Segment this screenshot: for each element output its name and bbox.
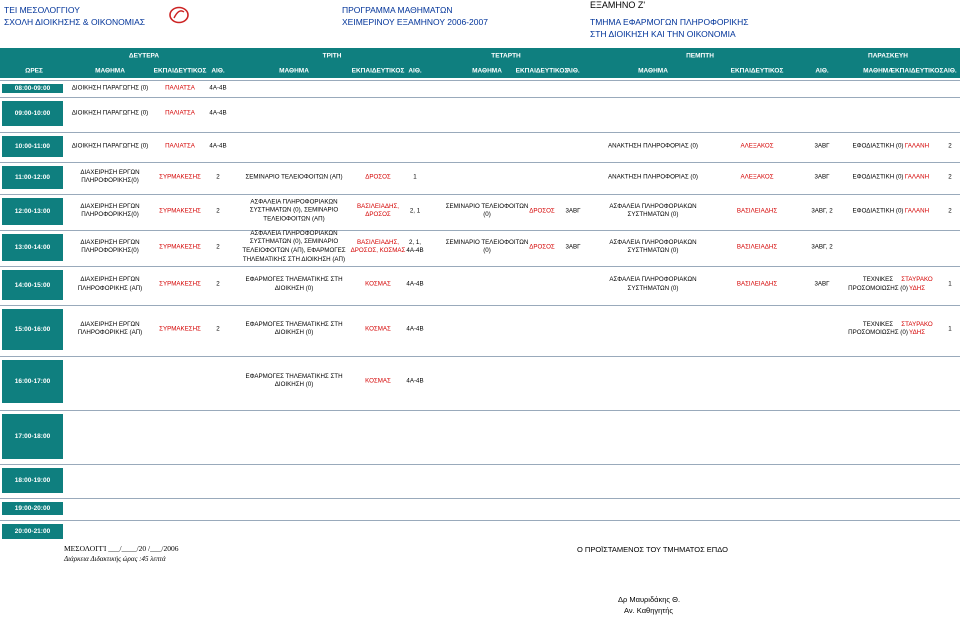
course-cell: ΑΝΑΚΤΗΣΗ ΠΛΗΡΟΦΟΡΙΑΣ (0) bbox=[608, 142, 698, 150]
table-row bbox=[0, 305, 960, 353]
instructor-cell: ΒΑΣΙΛΕΙΑΔΗΣ, ΔΡΟΣΟΣ, ΚΟΣΜΑΣ bbox=[350, 238, 406, 255]
room-cell: 4Α-4Β bbox=[406, 280, 424, 288]
program-title: ΠΡΟΓΡΑΜΜΑ ΜΑΘΗΜΑΤΩΝ bbox=[342, 5, 453, 15]
column-header: ΜΑΘΗΜΑ bbox=[638, 67, 668, 75]
instructor-cell: ΑΛΕΞΑΚΟΣ bbox=[740, 142, 774, 150]
room-cell: 1 bbox=[948, 280, 952, 288]
column-header: ΕΚΠΑΙΔΕΥΤΙΚΟΣ bbox=[153, 67, 207, 75]
department-head-title: Ο ΠΡΟΪΣΤΑΜΕΝΟΣ ΤΟΥ ΤΜΗΜΑΤΟΣ ΕΠΔΟ bbox=[577, 545, 728, 554]
column-header: ΑΙΘ. bbox=[408, 67, 422, 75]
instructor-cell: ΣΤΑΥΡΑΚΟ ΥΔΗΣ bbox=[901, 320, 933, 337]
course-cell: ΣΕΜΙΝΑΡΙΟ ΤΕΛΕΙΟΦΟΙΤΩΝ (0) bbox=[445, 202, 529, 219]
room-cell: 2 bbox=[216, 280, 220, 288]
day-tuesday: ΤΡΙΤΗ bbox=[322, 52, 342, 60]
column-header: ΑΙΘ. bbox=[211, 67, 225, 75]
course-cell: ΣΕΜΙΝΑΡΙΟ ΤΕΛΕΙΟΦΟΙΤΩΝ (ΑΠ) bbox=[245, 173, 343, 181]
course-cell: ΑΣΦΑΛΕΙΑ ΠΛΗΡΟΦΟΡΙΑΚΩΝ ΣΥΣΤΗΜΑΤΩΝ (0) bbox=[609, 276, 697, 292]
table-row bbox=[0, 356, 960, 406]
instructor-cell: ΓΑΛΑΝΗ bbox=[904, 207, 930, 215]
room-cell: 2 bbox=[216, 325, 220, 333]
course-cell: ΑΣΦΑΛΕΙΑ ΠΛΗΡΟΦΟΡΙΑΚΩΝ ΣΥΣΤΗΜΑΤΩΝ (0), ΣΕΜΙΝΑΡΙΟ ΤΕΛΕΙΟΦΟΙΤΩΝ (ΑΠ) bbox=[249, 198, 339, 223]
table-row bbox=[0, 162, 960, 192]
column-header: ΜΑΘΗΜΑ bbox=[279, 67, 309, 75]
course-cell: ΔΙΟΙΚΗΣΗ ΠΑΡΑΓΩΓΗΣ (0) bbox=[71, 109, 149, 117]
instructor-cell: ΔΡΟΣΟΣ bbox=[529, 207, 555, 215]
instructor-cell: ΣΥΡΜΑΚΕΣΗΣ bbox=[159, 325, 201, 333]
course-cell: ΕΦΑΡΜΟΓΕΣ ΤΗΛΕΜΑΤΙΚΗΣ ΣΤΗ ΔΙΟΙΚΗΣΗ (0) bbox=[245, 276, 343, 292]
column-header: ΕΚΠΑΙΔΕΥΤΙΚΟΣ bbox=[890, 67, 944, 75]
column-header: ΩΡΕΣ bbox=[25, 67, 43, 75]
course-cell: ΑΣΦΑΛΕΙΑ ΠΛΗΡΟΦΟΡΙΑΚΩΝ ΣΥΣΤΗΜΑΤΩΝ (0) bbox=[609, 202, 697, 219]
room-cell: 3ΑΒΓ bbox=[814, 280, 830, 288]
instructor-cell: ΑΛΕΞΑΚΟΣ bbox=[740, 173, 774, 181]
room-cell: 4Α-4Β bbox=[209, 84, 227, 92]
time-slot: 14:00-15:00 bbox=[2, 270, 63, 300]
instructor-cell: ΠΑΛΙΑΤΣΑ bbox=[165, 109, 195, 117]
signature-name: Δρ Μαυριδάκης Θ. bbox=[618, 595, 681, 604]
instructor-cell: ΚΟΣΜΑΣ bbox=[365, 377, 391, 385]
course-cell: ΔΙΑΧΕΙΡΗΣΗ ΕΡΓΩΝ ΠΛΗΡΟΦΟΡΙΚΗΣ(0) bbox=[80, 202, 140, 219]
instructor-cell: ΒΑΣΙΛΕΙΑΔΗΣ bbox=[736, 280, 778, 288]
table-row bbox=[0, 132, 960, 160]
table-row bbox=[0, 194, 960, 228]
table-row bbox=[0, 97, 960, 129]
room-cell: 3ΑΒΓ bbox=[565, 207, 581, 215]
room-cell: 3ΑΒΓ bbox=[814, 173, 830, 181]
instructor-cell: ΒΑΣΙΛΕΙΑΔΗΣ bbox=[736, 207, 778, 215]
day-header-band bbox=[0, 48, 960, 64]
day-monday: ΔΕΥΤΕΡΑ bbox=[128, 52, 160, 60]
column-header: ΕΚΠΑΙΔΕΥΤΙΚΟΣ bbox=[730, 67, 784, 75]
room-cell: 3ΑΒΓ bbox=[565, 243, 581, 251]
room-cell: 4Α-4Β bbox=[209, 109, 227, 117]
instructor-cell: ΚΟΣΜΑΣ bbox=[365, 325, 391, 333]
day-friday: ΠΑΡΑΣΚΕΥΗ bbox=[868, 52, 908, 60]
room-cell: 3ΑΒΓ, 2 bbox=[811, 207, 833, 215]
table-row bbox=[0, 498, 960, 518]
time-slot: 09:00-10:00 bbox=[2, 101, 63, 126]
time-slot: 17:00-18:00 bbox=[2, 414, 63, 459]
time-slot: 20:00-21:00 bbox=[2, 524, 63, 539]
room-cell: 2 bbox=[948, 173, 952, 181]
course-cell: ΔΙΑΧΕΙΡΗΣΗ ΕΡΓΩΝ ΠΛΗΡΟΦΟΡΙΚΗΣ(0) bbox=[80, 168, 140, 185]
column-header: ΜΑΘΗΜΑ bbox=[863, 67, 893, 75]
lesson-duration-note: Διάρκεια Διδακτικής ώρας :45 λεπτά bbox=[64, 555, 166, 563]
course-cell: ΣΕΜΙΝΑΡΙΟ ΤΕΛΕΙΟΦΟΙΤΩΝ (0) bbox=[445, 238, 529, 255]
time-slot: 19:00-20:00 bbox=[2, 502, 63, 515]
time-slot: 13:00-14:00 bbox=[2, 234, 63, 261]
course-cell: ΤΕΧΝΙΚΕΣ ΠΡΟΣΟΜΟΙΩΣΗΣ (0) bbox=[848, 320, 908, 337]
column-header: ΜΑΘΗΜΑ bbox=[472, 67, 502, 75]
instructor-cell: ΣΥΡΜΑΚΕΣΗΣ bbox=[159, 207, 201, 215]
course-cell: ΔΙΟΙΚΗΣΗ ΠΑΡΑΓΩΓΗΣ (0) bbox=[71, 84, 149, 92]
room-cell: 2 bbox=[948, 207, 952, 215]
table-row bbox=[0, 80, 960, 96]
time-slot: 08:00-09:00 bbox=[2, 84, 63, 93]
room-cell: 4Α-4Β bbox=[406, 377, 424, 385]
instructor-cell: ΒΑΣΙΛΕΙΑΔΗΣ, ΔΡΟΣΟΣ bbox=[356, 202, 400, 219]
course-cell: ΕΦΟΔΙΑΣΤΙΚΗ (0) bbox=[852, 173, 904, 181]
room-cell: 2 bbox=[216, 173, 220, 181]
instructor-cell: ΣΤΑΥΡΑΚΟ ΥΔΗΣ bbox=[901, 276, 933, 292]
instructor-cell: ΣΥΡΜΑΚΕΣΗΣ bbox=[159, 173, 201, 181]
place-date-line: ΜΕΣΟΛΟΓΓΙ ___/____/20 /___/2006 bbox=[64, 544, 179, 553]
instructor-cell: ΠΑΛΙΑΤΣΑ bbox=[165, 142, 195, 150]
room-cell: 2, 1 bbox=[409, 207, 421, 215]
room-cell: 1 bbox=[948, 325, 952, 333]
room-cell: 2 bbox=[948, 142, 952, 150]
instructor-cell: ΣΥΡΜΑΚΕΣΗΣ bbox=[159, 280, 201, 288]
column-header: ΑΙΘ. bbox=[815, 67, 829, 75]
time-slot: 15:00-16:00 bbox=[2, 309, 63, 350]
signature-role: Αν. Καθηγητής bbox=[624, 606, 674, 615]
department-subtitle: ΣΤΗ ΔΙΟΙΚΗΣΗ ΚΑΙ ΤΗΝ ΟΙΚΟΝΟΜΙΑ bbox=[590, 29, 736, 39]
room-cell: 2, 1, 4Α-4Β bbox=[406, 238, 424, 255]
time-slot: 16:00-17:00 bbox=[2, 360, 63, 403]
table-row bbox=[0, 230, 960, 264]
instructor-cell: ΓΑΛΑΝΗ bbox=[904, 142, 930, 150]
course-cell: ΕΦΟΔΙΑΣΤΙΚΗ (0) bbox=[852, 207, 904, 215]
instructor-cell: ΓΑΛΑΝΗ bbox=[904, 173, 930, 181]
column-header: ΕΚΠΑΙΔΕΥΤΙΚΟΣ bbox=[351, 67, 405, 75]
institution-logo-icon bbox=[168, 6, 190, 24]
room-cell: 2 bbox=[216, 207, 220, 215]
department-name: ΤΜΗΜΑ ΕΦΑΡΜΟΓΩΝ ΠΛΗΡΟΦΟΡΙΚΗΣ bbox=[590, 17, 749, 27]
column-header: ΕΚΠΑΙΔΕΥΤΙΚΟΣ bbox=[515, 67, 569, 75]
table-row bbox=[0, 410, 960, 462]
column-header: ΜΑΘΗΜΑ bbox=[95, 67, 125, 75]
course-cell: ΕΦΟΔΙΑΣΤΙΚΗ (0) bbox=[852, 142, 904, 150]
time-slot: 18:00-19:00 bbox=[2, 468, 63, 493]
semester-label: ΕΞΑΜΗΝΟ Ζ' bbox=[590, 0, 646, 10]
day-wednesday: ΤΕΤΑΡΤΗ bbox=[491, 52, 521, 60]
course-cell: ΕΦΑΡΜΟΓΕΣ ΤΗΛΕΜΑΤΙΚΗΣ ΣΤΗ ΔΙΟΙΚΗΣΗ (0) bbox=[245, 320, 343, 337]
day-thursday: ΠΕΜΠΤΗ bbox=[686, 52, 714, 60]
table-row bbox=[0, 520, 960, 542]
time-slot: 10:00-11:00 bbox=[2, 136, 63, 157]
table-row bbox=[0, 266, 960, 303]
course-cell: ΕΦΑΡΜΟΓΕΣ ΤΗΛΕΜΑΤΙΚΗΣ ΣΤΗ ΔΙΟΙΚΗΣΗ (0) bbox=[245, 372, 343, 389]
course-cell: ΑΣΦΑΛΕΙΑ ΠΛΗΡΟΦΟΡΙΑΚΩΝ ΣΥΣΤΗΜΑΤΩΝ (0), ΣΕΜΙΝΑΡΙΟ ΤΕΛΕΙΟΦΟΙΤΩΝ (ΑΠ), ΕΦΑΡΜΟΓΕΣ ΤΗΛΕΜΑΤΙΚΗΣ ΣΤΗ ΔΙΟΙΚΗΣΗ (ΑΠ) bbox=[242, 229, 346, 264]
instructor-cell: ΠΑΛΙΑΤΣΑ bbox=[165, 84, 195, 92]
course-cell: ΔΙΟΙΚΗΣΗ ΠΑΡΑΓΩΓΗΣ (0) bbox=[71, 142, 149, 150]
time-slot: 11:00-12:00 bbox=[2, 166, 63, 189]
course-cell: ΑΣΦΑΛΕΙΑ ΠΛΗΡΟΦΟΡΙΑΚΩΝ ΣΥΣΤΗΜΑΤΩΝ (0) bbox=[609, 238, 697, 255]
instructor-cell: ΔΡΟΣΟΣ bbox=[365, 173, 391, 181]
room-cell: 3ΑΒΓ, 2 bbox=[811, 243, 833, 251]
instructor-cell: ΚΟΣΜΑΣ bbox=[365, 280, 391, 288]
course-cell: ΔΙΑΧΕΙΡΗΣΗ ΕΡΓΩΝ ΠΛΗΡΟΦΟΡΙΚΗΣ(0) bbox=[80, 238, 140, 255]
institution-name: ΤΕΙ ΜΕΣΟΛΟΓΓΙΟΥ bbox=[4, 5, 80, 15]
time-slot: 12:00-13:00 bbox=[2, 198, 63, 225]
course-cell: ΔΙΑΧΕΙΡΗΣΗ ΕΡΓΩΝ ΠΛΗΡΟΦΟΡΙΚΗΣ (ΑΠ) bbox=[77, 276, 143, 292]
instructor-cell: ΔΡΟΣΟΣ bbox=[529, 243, 555, 251]
course-cell: ΑΝΑΚΤΗΣΗ ΠΛΗΡΟΦΟΡΙΑΣ (0) bbox=[608, 173, 698, 181]
room-cell: 2 bbox=[216, 243, 220, 251]
school-name: ΣΧΟΛΗ ΔΙΟΙΚΗΣΗΣ & ΟΙΚΟΝΟΜΙΑΣ bbox=[4, 17, 146, 27]
room-cell: 1 bbox=[413, 173, 417, 181]
column-header-band bbox=[0, 64, 960, 78]
program-period: ΧΕΙΜΕΡΙΝΟΥ ΕΞΑΜΗΝΟΥ 2006-2007 bbox=[342, 17, 488, 27]
instructor-cell: ΒΑΣΙΛΕΙΑΔΗΣ bbox=[736, 243, 778, 251]
room-cell: 3ΑΒΓ bbox=[814, 142, 830, 150]
instructor-cell: ΣΥΡΜΑΚΕΣΗΣ bbox=[159, 243, 201, 251]
column-header: ΑΙΘ. bbox=[943, 67, 957, 75]
table-row bbox=[0, 464, 960, 496]
course-cell: ΤΕΧΝΙΚΕΣ ΠΡΟΣΟΜΟΙΩΣΗΣ (0) bbox=[848, 276, 908, 292]
course-cell: ΔΙΑΧΕΙΡΗΣΗ ΕΡΓΩΝ ΠΛΗΡΟΦΟΡΙΚΗΣ (ΑΠ) bbox=[77, 320, 143, 337]
column-header: ΑΙΘ. bbox=[566, 67, 580, 75]
room-cell: 4Α-4Β bbox=[406, 325, 424, 333]
room-cell: 4Α-4Β bbox=[209, 142, 227, 150]
